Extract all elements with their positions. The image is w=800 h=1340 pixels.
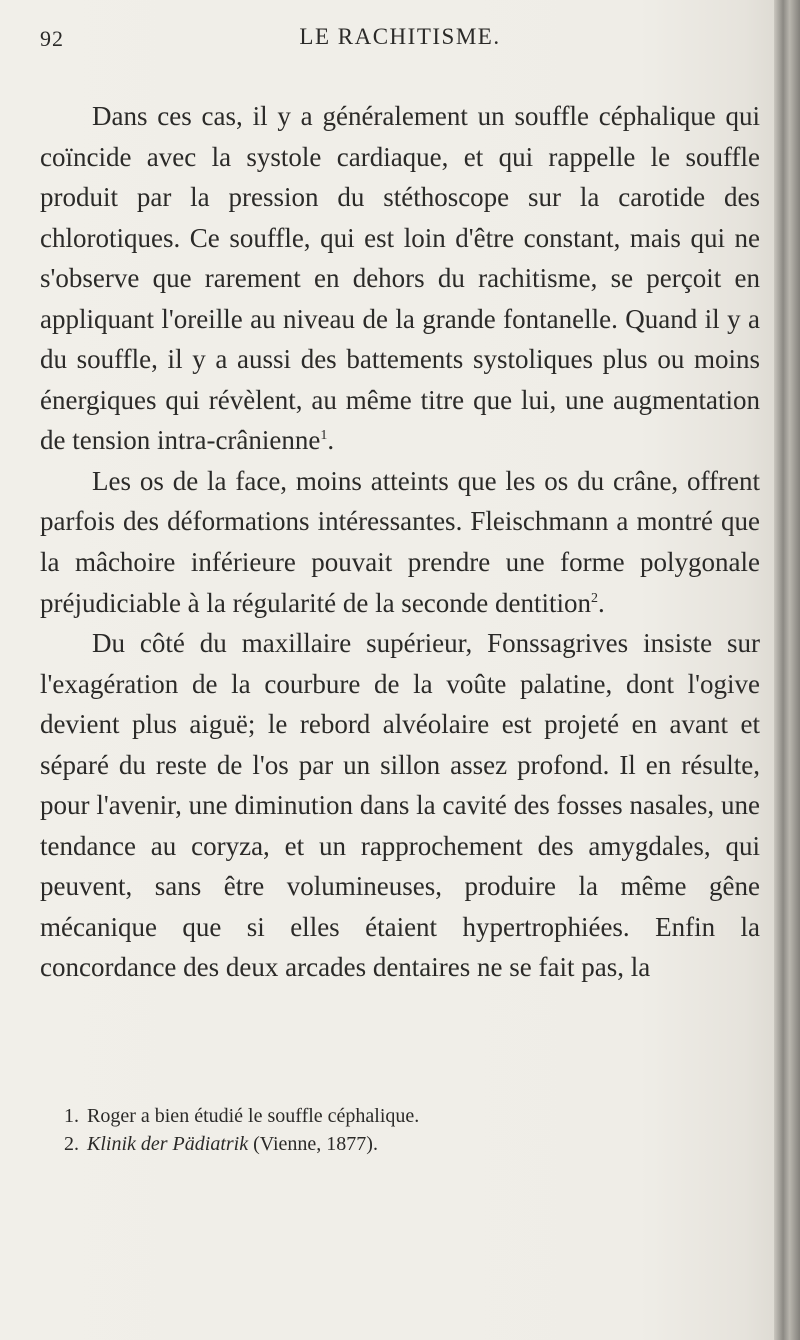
page-number: 92	[40, 26, 64, 51]
body-text	[40, 96, 760, 988]
footnote-number: 1.	[64, 1105, 79, 1127]
footnote-number: 2.	[64, 1133, 79, 1155]
footnote: 2. Klinik der Pädiatrik (Vienne, 1877).	[64, 1133, 378, 1155]
footnote-ref: 1	[320, 428, 328, 444]
footnote: 1. Roger a bien étudié le souffle céphalique.	[64, 1105, 420, 1127]
page-header	[0, 20, 800, 60]
footnotes	[40, 1102, 760, 1158]
footnote-ref: 2	[591, 590, 599, 606]
running-title: LE RACHITISME.	[299, 24, 501, 49]
paragraph: Les os de la face, moins atteints que les os du crâne, offrent parfois des déformations intéressantes. Fleischmann a montré que la mâchoire inférieure pouvait prendre une forme polygonale préjudiciable à la régularité de la seconde dentition$^2$.	[40, 465, 760, 618]
page-edge-shadow	[774, 0, 800, 1340]
paragraph: Du côté du maxillaire supérieur, Fonssagrives insiste sur l'exagération de la courbure de la voûte palatine, dont l'ogive devient plus aiguë; le rebord alvéolaire est projeté en avant et séparé du reste de l'os par un sillon assez profond. Il en résulte, pour l'avenir, une diminution dans la cavité des fosses nasales, une tendance au coryza, et un rapprochement des amygdales, qui peuvent, sans être volumineuses, produire la même gêne mécanique que si elles étaient hypertrophiées. Enfin la concordance des deux arcades dentaires ne se fait pas, la	[40, 628, 760, 983]
footnote-italic-title: Klinik der Pädiatrik	[87, 1133, 249, 1155]
paragraph: Dans ces cas, il y a généralement un souffle céphalique qui coïncide avec la systole cardiaque, et qui rappelle le souffle produit par la pression du stéthoscope sur la carotide des chlorotiques. Ce souffle, qui est loin d'être constant, mais qui ne s'observe que rarement en dehors du rachitisme, se perçoit en appliquant l'oreille au niveau de la grande fontanelle. Quand il y a du souffle, il y a aussi des battements systoliques plus ou moins énergiques qui révèlent, au même titre que lui, une augmentation de tension intra-crânienne$^1$.	[40, 101, 760, 456]
